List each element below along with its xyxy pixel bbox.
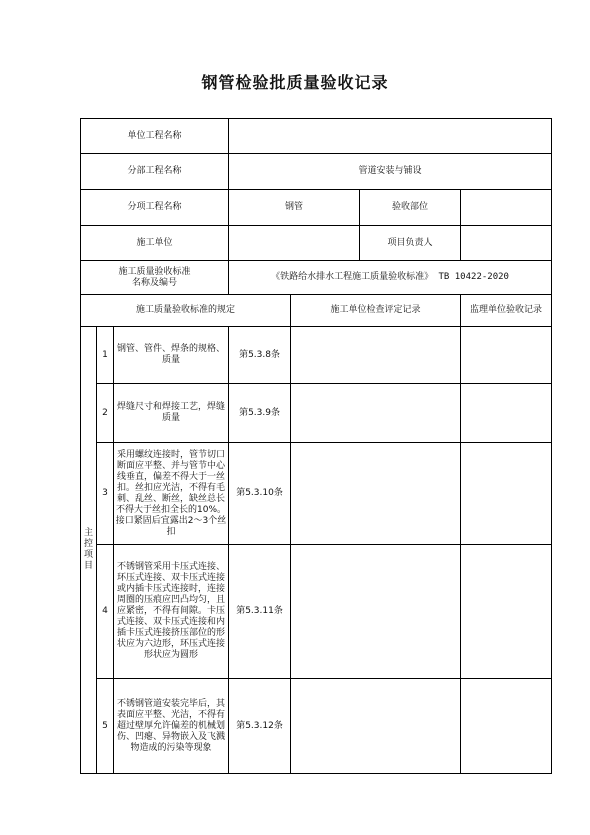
subitem-value[interactable]: 钢管 xyxy=(229,190,360,226)
item-text: 焊缝尺寸和焊接工艺，焊缝质量 xyxy=(114,384,229,443)
table-row xyxy=(81,679,552,774)
item-no: 2 xyxy=(97,384,114,443)
project-lead-label: 项目负责人 xyxy=(360,226,461,261)
inspection-record-table xyxy=(80,118,552,774)
division-value[interactable]: 管道安装与铺设 xyxy=(229,154,552,190)
section-label-main-control xyxy=(81,327,97,774)
table-row xyxy=(81,443,552,545)
item-no: 3 xyxy=(97,443,114,545)
row-standard xyxy=(81,261,552,295)
construction-unit-value[interactable] xyxy=(229,226,360,261)
item-supervisor-record[interactable] xyxy=(461,327,552,384)
unit-project-label: 单位工程名称 xyxy=(81,119,229,154)
item-contractor-record[interactable] xyxy=(291,327,461,384)
item-supervisor-record[interactable] xyxy=(461,679,552,774)
item-clause: 第5.3.12条 xyxy=(229,679,291,774)
row-unit-project xyxy=(81,119,552,154)
item-contractor-record[interactable] xyxy=(291,384,461,443)
construction-unit-label: 施工单位 xyxy=(81,226,229,261)
column-header-spec: 施工质量验收标准的规定 xyxy=(81,295,291,327)
section-label-text: 主控项目 xyxy=(83,528,93,571)
item-clause: 第5.3.9条 xyxy=(229,384,291,443)
unit-project-value[interactable] xyxy=(229,119,552,154)
item-contractor-record[interactable] xyxy=(291,443,461,545)
item-contractor-record[interactable] xyxy=(291,545,461,679)
project-lead-value[interactable] xyxy=(461,226,552,261)
item-contractor-record[interactable] xyxy=(291,679,461,774)
standard-label xyxy=(81,261,229,295)
subitem-label: 分项工程名称 xyxy=(81,190,229,226)
item-clause: 第5.3.11条 xyxy=(229,545,291,679)
division-label: 分部工程名称 xyxy=(81,154,229,190)
acceptance-part-value[interactable] xyxy=(461,190,552,226)
item-text: 不锈钢管道安装完毕后，其表面应平整、光洁，不得有超过壁厚允许偏差的机械划伤、凹瘪、异物嵌入及飞溅物造成的污染等现象 xyxy=(114,679,229,774)
item-text: 钢管、管件、焊条的规格、质量 xyxy=(114,327,229,384)
item-no: 1 xyxy=(97,327,114,384)
item-no: 5 xyxy=(97,679,114,774)
standard-value[interactable]: 《铁路给水排水工程施工质量验收标准》 TB 10422-2020 xyxy=(229,261,552,295)
item-clause: 第5.3.10条 xyxy=(229,443,291,545)
item-supervisor-record[interactable] xyxy=(461,545,552,679)
table-row xyxy=(81,384,552,443)
item-clause: 第5.3.8条 xyxy=(229,327,291,384)
item-supervisor-record[interactable] xyxy=(461,384,552,443)
standard-label-line1: 施工质量验收标准 xyxy=(118,266,191,277)
row-subitem xyxy=(81,190,552,226)
column-header-supervisor: 监理单位验收记录 xyxy=(461,295,552,327)
acceptance-part-label: 验收部位 xyxy=(360,190,461,226)
item-supervisor-record[interactable] xyxy=(461,443,552,545)
table-row xyxy=(81,327,552,384)
item-text: 采用螺纹连接时，管节切口断面应平整、并与管节中心线垂直，偏差不得大于一丝扣。丝扣应光洁，不得有毛刺、乱丝、断丝，缺丝总长不得大于丝扣全长的10%。接口紧固后宜露出2～3个丝扣 xyxy=(114,443,229,545)
page-title: 钢管检验批质量验收记录 xyxy=(201,73,389,92)
item-no: 4 xyxy=(97,545,114,679)
row-column-headers xyxy=(81,295,552,327)
row-construction-unit xyxy=(81,226,552,261)
item-text: 不锈钢管采用卡压式连接、环压式连接、双卡压式连接或内插卡压式连接时，连接周圈的压痕应凹凸均匀，且应紧密，不得有间隙。卡压式连接、双卡压式连接和内插卡压式连接挤压部位的形状应为六边形，环压式连接形状应为圆形 xyxy=(114,545,229,679)
column-header-contractor: 施工单位检查评定记录 xyxy=(291,295,461,327)
table-row xyxy=(81,545,552,679)
standard-label-line2: 名称及编号 xyxy=(132,277,178,288)
row-division xyxy=(81,154,552,190)
